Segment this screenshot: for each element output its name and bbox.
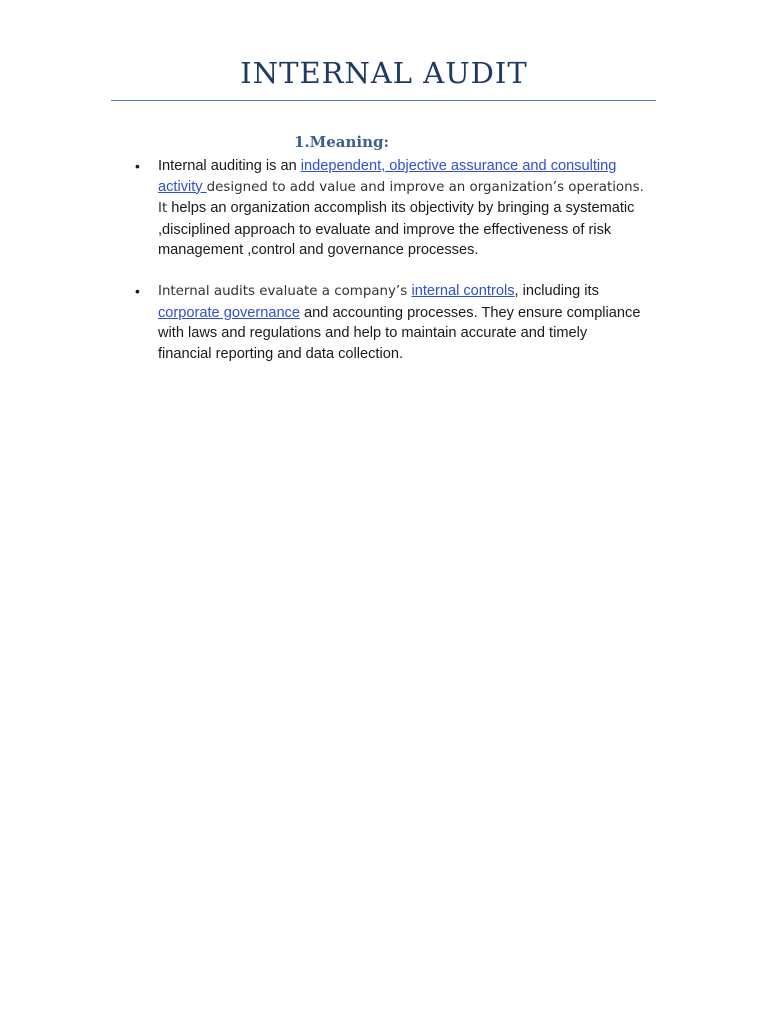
link-internal-controls[interactable]: internal controls	[411, 282, 515, 299]
bullet-text	[158, 156, 644, 261]
text-run: and accounting processes. They ensure compliance with laws and regulations and help to maintain accurate and timely financial reporting and data collection.	[158, 304, 641, 362]
title-divider	[111, 100, 656, 101]
link-corporate-governance[interactable]: corporate governance	[158, 304, 300, 321]
meaning-bullet-list	[0, 156, 768, 384]
text-run: , including its	[514, 282, 599, 299]
link-independent-assurance[interactable]: independent, objective assurance and consulting activity	[158, 158, 617, 195]
bullet-dot-icon: •	[135, 158, 140, 174]
text-run: Internal auditing is an	[158, 158, 301, 174]
bullet-dot-icon: •	[135, 282, 140, 299]
text-run: helps an organization accomplish its objectivity by bringing a systematic ,disciplined approach to evaluate and improve the effectiveness of risk management ,control and governance processes.	[158, 200, 635, 259]
text-run: designed to add value and improve an organization’s operations. It	[158, 179, 644, 217]
section-heading: 1.Meaning:	[294, 133, 390, 151]
document-title: INTERNAL AUDIT	[240, 56, 528, 90]
bullet-text	[158, 281, 644, 364]
bullet-item-evaluation	[0, 281, 768, 364]
text-run: Internal audits evaluate a company’s	[158, 283, 412, 299]
bullet-item-definition	[0, 156, 768, 261]
